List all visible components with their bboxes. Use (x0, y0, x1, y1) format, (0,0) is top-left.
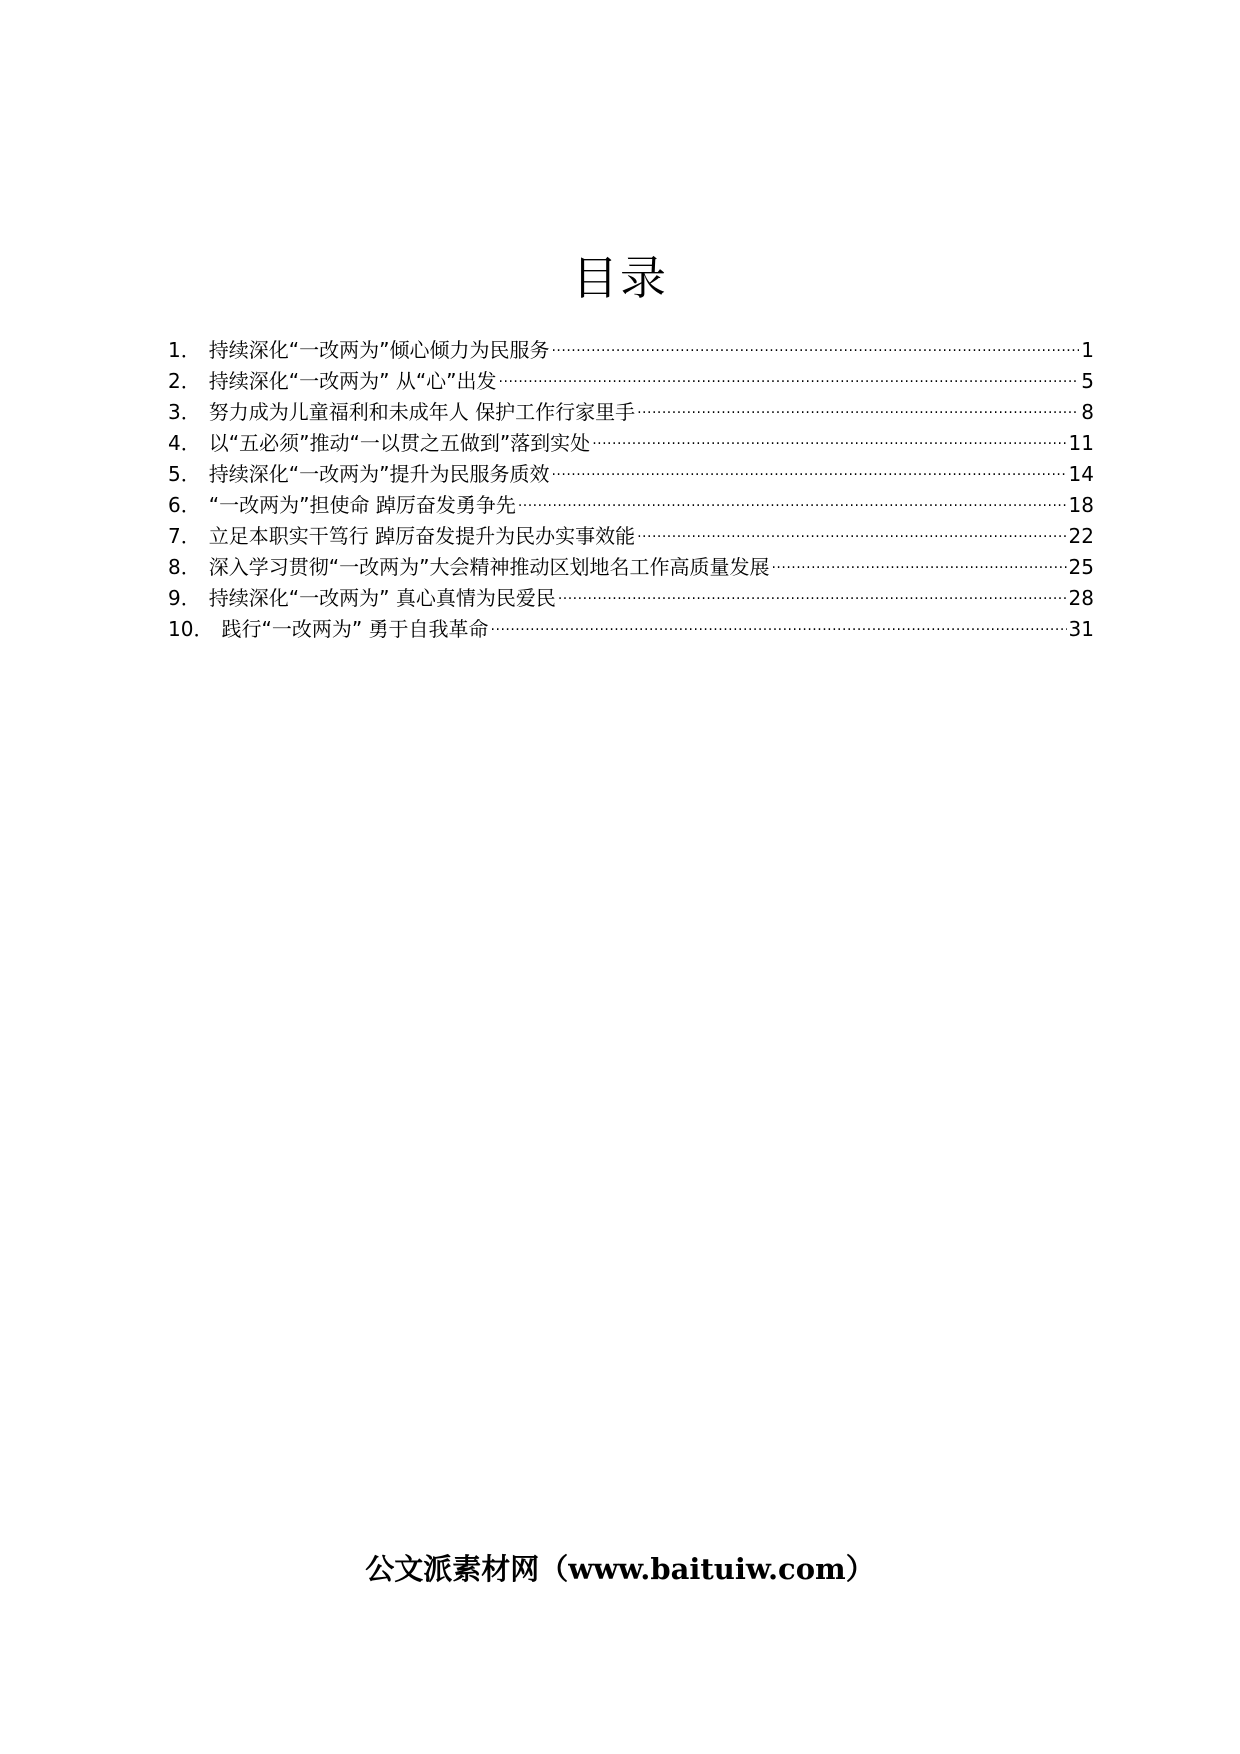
toc-entry-text: 努力成为儿童福利和未成年人 保护工作行家里手 (208, 400, 636, 424)
toc-entry-number: 6． (168, 493, 201, 517)
toc-entry-page: 22 (1068, 524, 1094, 548)
toc-dot-leader (491, 605, 1067, 636)
toc-entry-text: 持续深化“一改两为”提升为民服务质效 (208, 462, 550, 486)
footer-site-credit: 公文派素材网（www.baituiw.com） (365, 1552, 875, 1586)
toc-dot-leader (551, 326, 1079, 357)
toc-dot-leader (637, 388, 1079, 419)
toc-entry-number: 3． (168, 400, 201, 424)
toc-entry-text: 立足本职实干笃行 踔厉奋发提升为民办实事效能 (208, 524, 636, 548)
toc-dot-leader (592, 419, 1066, 450)
toc-entry-page: 1 (1081, 338, 1094, 362)
toc-entry-number: 7． (168, 524, 201, 548)
toc-dot-leader (771, 543, 1066, 574)
toc-entry-page: 8 (1081, 400, 1094, 424)
toc-title: 目录 (572, 251, 668, 305)
toc-entry-number: 4． (168, 431, 201, 455)
toc-entry-text: 持续深化“一改两为” 真心真情为民爱民 (208, 586, 556, 610)
toc-entry-page: 11 (1068, 431, 1094, 455)
toc-entry-page: 5 (1081, 369, 1094, 393)
toc-dot-leader (558, 574, 1067, 605)
toc-entry-number: 9． (168, 586, 201, 610)
toc-dot-leader (637, 512, 1066, 543)
toc-entry-page: 25 (1068, 555, 1094, 579)
toc-list (168, 326, 1094, 641)
toc-entry-page: 28 (1068, 586, 1094, 610)
toc-entry-page: 14 (1068, 462, 1094, 486)
toc-entry-page: 31 (1068, 617, 1094, 641)
toc-entry-text: 持续深化“一改两为” 从“心”出发 (208, 369, 497, 393)
toc-entry-text: 深入学习贯彻“一改两为”大会精神推动区划地名工作高质量发展 (208, 555, 770, 579)
toc-dot-leader (518, 481, 1067, 512)
toc-entry-text: 持续深化“一改两为”倾心倾力为民服务 (208, 338, 550, 362)
toc-entry-text: “一改两为”担使命 踔厉奋发勇争先 (208, 493, 516, 517)
toc-entry-number: 8． (168, 555, 201, 579)
toc-entry-number: 2． (168, 369, 201, 393)
toc-entry-text: 践行“一改两为” 勇于自我革命 (221, 617, 489, 641)
toc-entry-1[interactable] (168, 326, 1094, 362)
toc-entry-number: 5． (168, 462, 201, 486)
toc-entry-number: 10． (168, 617, 214, 641)
toc-dot-leader (499, 357, 1080, 388)
toc-entry-number: 1． (168, 338, 201, 362)
toc-entry-text: 以“五必须”推动“一以贯之五做到”落到实处 (208, 431, 591, 455)
toc-entry-page: 18 (1068, 493, 1094, 517)
toc-dot-leader (551, 450, 1066, 481)
